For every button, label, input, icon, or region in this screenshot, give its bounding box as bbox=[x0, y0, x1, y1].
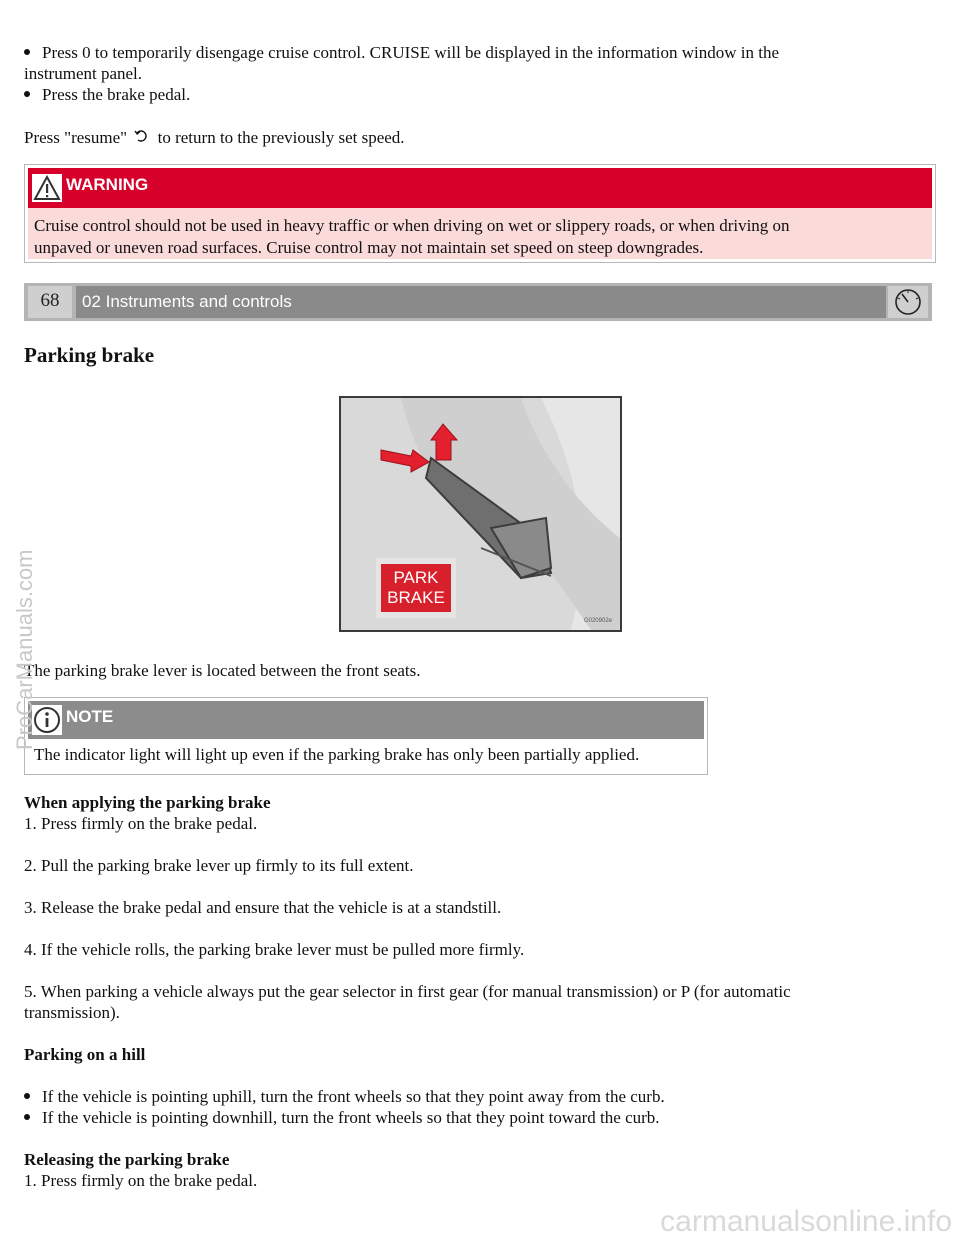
warning-triangle-icon bbox=[32, 174, 62, 202]
gauge-icon bbox=[888, 286, 928, 318]
releasing-heading: Releasing the parking brake bbox=[24, 1150, 230, 1169]
warning-box bbox=[24, 164, 936, 263]
step-item: 5. When parking a vehicle always put the gear selector in first gear (for manual transmission) or P (for automatic bbox=[24, 982, 791, 1001]
step-item: 1. Press firmly on the brake pedal. bbox=[24, 814, 258, 833]
side-watermark-text: ProCarManuals.com bbox=[12, 549, 37, 750]
park-brake-indicator-panel bbox=[376, 558, 456, 618]
step-item: 1. Press firmly on the brake pedal. bbox=[24, 1171, 258, 1190]
hill-heading: Parking on a hill bbox=[24, 1045, 146, 1064]
top-bullet-list bbox=[24, 42, 936, 105]
note-box bbox=[24, 697, 708, 775]
page-heading: Parking brake bbox=[24, 343, 155, 367]
bullet-item bbox=[24, 42, 936, 63]
note-body bbox=[28, 739, 704, 771]
warning-header bbox=[28, 168, 932, 208]
footer-watermark: carmanualsonline.info bbox=[660, 1205, 952, 1238]
applying-section bbox=[24, 792, 936, 1191]
note-title: NOTE bbox=[66, 707, 114, 726]
page-number: 68 bbox=[28, 286, 72, 318]
applying-heading: When applying the parking brake bbox=[24, 793, 271, 812]
resume-text-before: Press "resume" bbox=[24, 128, 128, 147]
bullet-item bbox=[24, 84, 936, 105]
resume-text-after: to return to the previously set speed. bbox=[157, 128, 405, 147]
bullet-dot bbox=[24, 1093, 30, 1099]
bullet-text: Press 0 to temporarily disengage cruise control. CRUISE will be displayed in the information window in the bbox=[42, 43, 780, 62]
resume-icon bbox=[131, 127, 153, 148]
parking-brake-illustration bbox=[339, 396, 622, 632]
warning-title: WARNING bbox=[66, 175, 149, 194]
park-label: PARK bbox=[393, 568, 439, 587]
resume-line bbox=[24, 127, 405, 148]
bullet-dot bbox=[24, 91, 30, 97]
warning-text-line: Cruise control should not be used in heavy traffic or when driving on wet or slippery roads, or when driving on bbox=[34, 216, 790, 235]
bullet-dot bbox=[24, 49, 30, 55]
park-brake-light bbox=[381, 564, 451, 612]
side-watermark bbox=[10, 490, 36, 750]
warning-body bbox=[28, 208, 932, 259]
bullet-dot bbox=[24, 1114, 30, 1120]
bullet-wrap-text: instrument panel. bbox=[24, 64, 143, 83]
hill-bullet bbox=[24, 1107, 936, 1128]
hill-bullet bbox=[24, 1086, 936, 1107]
figure-caption: The parking brake lever is located between the front seats. bbox=[24, 661, 421, 680]
section-title: 02 Instruments and controls bbox=[76, 286, 886, 318]
step-item: 2. Pull the parking brake lever up firmly to its full extent. bbox=[24, 856, 414, 875]
step-item-wrap: transmission). bbox=[24, 1003, 120, 1022]
figure-code: G020902e bbox=[583, 618, 612, 624]
section-header-bar bbox=[24, 283, 932, 321]
note-header bbox=[28, 701, 704, 739]
step-item: 3. Release the brake pedal and ensure that the vehicle is at a standstill. bbox=[24, 898, 502, 917]
bullet-text: If the vehicle is pointing uphill, turn the front wheels so that they point away from the curb. bbox=[42, 1087, 665, 1106]
note-text: The indicator light will light up even if the parking brake has only been partially applied. bbox=[34, 745, 640, 764]
step-item: 4. If the vehicle rolls, the parking brake lever must be pulled more firmly. bbox=[24, 940, 525, 959]
brake-label: BRAKE bbox=[387, 588, 445, 607]
bullet-text: Press the brake pedal. bbox=[42, 85, 191, 104]
warning-text-line: unpaved or uneven road surfaces. Cruise control may not maintain set speed on steep downgrades. bbox=[34, 238, 704, 257]
bullet-text: If the vehicle is pointing downhill, turn the front wheels so that they point toward the curb. bbox=[42, 1108, 660, 1127]
